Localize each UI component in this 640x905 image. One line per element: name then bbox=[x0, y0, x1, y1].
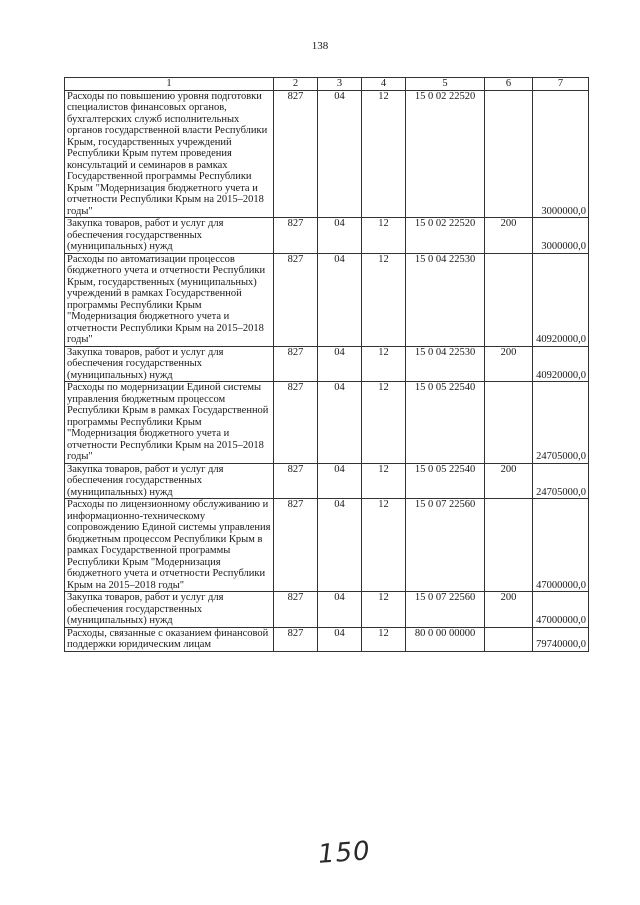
row-target-article: 15 0 07 22560 bbox=[406, 499, 485, 592]
table-row bbox=[65, 592, 589, 628]
row-target-article: 15 0 04 22530 bbox=[406, 346, 485, 382]
row-admin-code: 827 bbox=[274, 253, 318, 346]
row-subsection: 12 bbox=[362, 253, 406, 346]
row-target-article: 15 0 05 22540 bbox=[406, 463, 485, 499]
row-expense-type: 200 bbox=[485, 218, 533, 254]
row-admin-code: 827 bbox=[274, 592, 318, 628]
table-row bbox=[65, 463, 589, 499]
row-subsection: 12 bbox=[362, 218, 406, 254]
row-section: 04 bbox=[318, 382, 362, 464]
row-amount: 47000000,0 bbox=[533, 499, 589, 592]
handwritten-page-number: 150 bbox=[317, 836, 372, 870]
row-section: 04 bbox=[318, 592, 362, 628]
row-amount: 47000000,0 bbox=[533, 592, 589, 628]
row-expense-type bbox=[485, 499, 533, 592]
row-description: Расходы по модернизации Единой системы управления бюджетным процессом Республики Крым в рамках Государственной программы Республики Крым "Модернизация бюджетного учета и отчетности Республики Крым на 2015–2018 годы" bbox=[65, 382, 274, 464]
row-subsection: 12 bbox=[362, 627, 406, 651]
row-section: 04 bbox=[318, 499, 362, 592]
row-description: Расходы по повышению уровня подготовки специалистов финансовых органов, бухгалтерских служб исполнительных органов государственной власти Республики Крым, государственных учреждений Республики Крым путем проведения консультаций и семинаров в рамках Государственной программы Республики Крым "Модернизация бюджетного учета и отчетности Республики Крым на 2015–2018 годы" bbox=[65, 90, 274, 218]
table-row bbox=[65, 627, 589, 651]
header-col-7: 7 bbox=[533, 78, 589, 91]
row-admin-code: 827 bbox=[274, 218, 318, 254]
row-subsection: 12 bbox=[362, 499, 406, 592]
row-description: Закупка товаров, работ и услуг для обеспечения государственных (муниципальных) нужд bbox=[65, 218, 274, 254]
header-col-5: 5 bbox=[406, 78, 485, 91]
row-expense-type bbox=[485, 90, 533, 218]
table-row bbox=[65, 90, 589, 218]
row-subsection: 12 bbox=[362, 592, 406, 628]
row-amount: 3000000,0 bbox=[533, 218, 589, 254]
row-admin-code: 827 bbox=[274, 90, 318, 218]
row-admin-code: 827 bbox=[274, 499, 318, 592]
row-section: 04 bbox=[318, 627, 362, 651]
header-col-3: 3 bbox=[318, 78, 362, 91]
row-admin-code: 827 bbox=[274, 382, 318, 464]
header-col-1: 1 bbox=[65, 78, 274, 91]
row-section: 04 bbox=[318, 218, 362, 254]
row-target-article: 15 0 05 22540 bbox=[406, 382, 485, 464]
table-row bbox=[65, 218, 589, 254]
row-description: Расходы, связанные с оказанием финансовой поддержки юридическим лицам bbox=[65, 627, 274, 651]
row-section: 04 bbox=[318, 253, 362, 346]
row-amount: 40920000,0 bbox=[533, 346, 589, 382]
row-subsection: 12 bbox=[362, 90, 406, 218]
row-expense-type bbox=[485, 627, 533, 651]
row-section: 04 bbox=[318, 463, 362, 499]
row-target-article: 15 0 07 22560 bbox=[406, 592, 485, 628]
row-target-article: 15 0 02 22520 bbox=[406, 90, 485, 218]
row-subsection: 12 bbox=[362, 382, 406, 464]
table-row bbox=[65, 253, 589, 346]
row-expense-type bbox=[485, 382, 533, 464]
row-amount: 40920000,0 bbox=[533, 253, 589, 346]
row-section: 04 bbox=[318, 346, 362, 382]
row-description: Закупка товаров, работ и услуг для обеспечения государственных (муниципальных) нужд bbox=[65, 463, 274, 499]
row-expense-type bbox=[485, 253, 533, 346]
row-amount: 79740000,0 bbox=[533, 627, 589, 651]
row-subsection: 12 bbox=[362, 463, 406, 499]
table-row bbox=[65, 499, 589, 592]
header-col-2: 2 bbox=[274, 78, 318, 91]
row-amount: 3000000,0 bbox=[533, 90, 589, 218]
row-target-article: 80 0 00 00000 bbox=[406, 627, 485, 651]
row-description: Закупка товаров, работ и услуг для обеспечения государственных (муниципальных) нужд bbox=[65, 346, 274, 382]
row-expense-type: 200 bbox=[485, 346, 533, 382]
row-admin-code: 827 bbox=[274, 346, 318, 382]
table-row bbox=[65, 346, 589, 382]
row-description: Расходы по автоматизации процессов бюджетного учета и отчетности Республики Крым, государственных (муниципальных) учреждений в рамках Государственной программы Республики Крым "Модернизация бюджетного учета и отчетности Республики Крым на 2015–2018 годы" bbox=[65, 253, 274, 346]
row-expense-type: 200 bbox=[485, 592, 533, 628]
row-amount: 24705000,0 bbox=[533, 382, 589, 464]
table-row bbox=[65, 382, 589, 464]
row-expense-type: 200 bbox=[485, 463, 533, 499]
header-row bbox=[65, 78, 589, 91]
row-target-article: 15 0 02 22520 bbox=[406, 218, 485, 254]
page-number: 138 bbox=[311, 40, 329, 52]
row-admin-code: 827 bbox=[274, 463, 318, 499]
row-subsection: 12 bbox=[362, 346, 406, 382]
row-description: Закупка товаров, работ и услуг для обеспечения государственных (муниципальных) нужд bbox=[65, 592, 274, 628]
row-amount: 24705000,0 bbox=[533, 463, 589, 499]
row-target-article: 15 0 04 22530 bbox=[406, 253, 485, 346]
row-description: Расходы по лицензионному обслуживанию и информационно-техническому сопровождению Единой системы управления бюджетным процессом Республики Крым в рамках Государственной программы Республики Крым "Модернизация бюджетного учета и отчетности Республики Крым на 2015–2018 годы" bbox=[65, 499, 274, 592]
row-section: 04 bbox=[318, 90, 362, 218]
row-admin-code: 827 bbox=[274, 627, 318, 651]
budget-table bbox=[64, 77, 589, 652]
header-col-6: 6 bbox=[485, 78, 533, 91]
header-col-4: 4 bbox=[362, 78, 406, 91]
